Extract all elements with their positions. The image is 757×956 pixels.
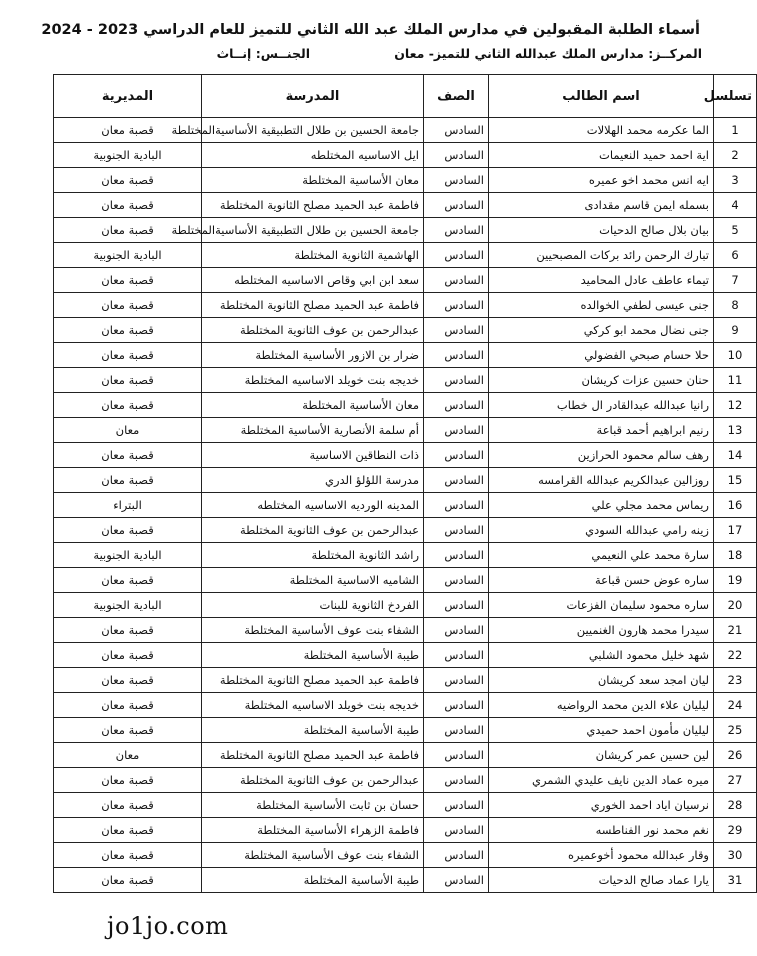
grade-cell: السادس <box>424 193 489 218</box>
table-row <box>54 443 757 468</box>
table-row <box>54 868 757 893</box>
student-name-cell: نرسيان اياد احمد الخوري <box>489 793 714 818</box>
table-row <box>54 643 757 668</box>
school-cell: خديجه بنت خويلد الاساسيه المختلطة <box>202 368 424 393</box>
directorate-cell: قصبة معان <box>54 843 202 868</box>
table-row <box>54 243 757 268</box>
student-name-cell: سيدرا محمد هارون الغنميين <box>489 618 714 643</box>
grade-cell: السادس <box>424 568 489 593</box>
center-line: المركــز: مدارس الملك عبدالله الثاني للتميز- معان <box>394 46 702 61</box>
student-name-cell: ايه انس محمد اخو عميره <box>489 168 714 193</box>
student-name-cell: حنان حسين عزات كريشان <box>489 368 714 393</box>
student-name-cell: ساره عوض حسن قباعة <box>489 568 714 593</box>
grade-cell: السادس <box>424 168 489 193</box>
serial-cell: 2 <box>714 143 757 168</box>
serial-cell: 12 <box>714 393 757 418</box>
table-row <box>54 843 757 868</box>
school-cell: فاطمة الزهراء الأساسية المختلطة <box>202 818 424 843</box>
serial-cell: 23 <box>714 668 757 693</box>
students-table <box>53 74 757 893</box>
grade-cell: السادس <box>424 368 489 393</box>
directorate-cell: قصبة معان <box>54 268 202 293</box>
student-name-cell: جنى عيسى لطفي الخوالده <box>489 293 714 318</box>
grade-cell: السادس <box>424 418 489 443</box>
school-cell: راشد الثانوية المختلطة <box>202 543 424 568</box>
header-grade: الصف <box>424 75 489 118</box>
serial-cell: 22 <box>714 643 757 668</box>
student-name-cell: بيان بلال صالح الدحيات <box>489 218 714 243</box>
serial-cell: 26 <box>714 743 757 768</box>
directorate-cell: قصبة معان <box>54 518 202 543</box>
grade-cell: السادس <box>424 868 489 893</box>
grade-cell: السادس <box>424 793 489 818</box>
table-row <box>54 168 757 193</box>
directorate-cell: البادية الجنوبية <box>54 243 202 268</box>
gender-line: الجنــس: إنــاث <box>216 46 310 61</box>
student-name-cell: ليليان مأمون احمد حميدي <box>489 718 714 743</box>
table-row <box>54 118 757 143</box>
student-name-cell: اية احمد حميد النعيمات <box>489 143 714 168</box>
student-name-cell: ليان امجد سعد كريشان <box>489 668 714 693</box>
student-name-cell: رنيم ابراهيم أحمد قباعة <box>489 418 714 443</box>
directorate-cell: قصبة معان <box>54 643 202 668</box>
table-row <box>54 293 757 318</box>
serial-cell: 3 <box>714 168 757 193</box>
grade-cell: السادس <box>424 693 489 718</box>
serial-cell: 30 <box>714 843 757 868</box>
school-cell: ذات النطاقين الاساسية <box>202 443 424 468</box>
grade-cell: السادس <box>424 543 489 568</box>
table-row <box>54 143 757 168</box>
grade-cell: السادس <box>424 818 489 843</box>
grade-cell: السادس <box>424 293 489 318</box>
serial-cell: 31 <box>714 868 757 893</box>
serial-cell: 4 <box>714 193 757 218</box>
student-name-cell: ميره عماد الدين نايف عليدي الشمري <box>489 768 714 793</box>
serial-cell: 9 <box>714 318 757 343</box>
table-row <box>54 193 757 218</box>
school-cell: طيبة الأساسية المختلطة <box>202 643 424 668</box>
directorate-cell: قصبة معان <box>54 168 202 193</box>
student-name-cell: رانيا عبدالله عبدالقادر ال خطاب <box>489 393 714 418</box>
watermark-text: jo1jo.com <box>107 912 229 940</box>
serial-cell: 13 <box>714 418 757 443</box>
table-row <box>54 218 757 243</box>
directorate-cell: قصبة معان <box>54 218 202 243</box>
school-cell: ضرار بن الازور الأساسية المختلطة <box>202 343 424 368</box>
serial-cell: 25 <box>714 718 757 743</box>
directorate-cell: البادية الجنوبية <box>54 593 202 618</box>
grade-cell: السادس <box>424 268 489 293</box>
student-name-cell: تيماء عاطف عادل المحاميد <box>489 268 714 293</box>
school-cell: سعد ابن ابي وقاص الاساسيه المختلطه <box>202 268 424 293</box>
student-name-cell: ساره محمود سليمان الفزعات <box>489 593 714 618</box>
school-cell: مدرسة اللؤلؤ الدري <box>202 468 424 493</box>
serial-cell: 8 <box>714 293 757 318</box>
grade-cell: السادس <box>424 218 489 243</box>
document-title: أسماء الطلبة المقبولين في مدارس الملك عبد الله الثاني للتميز للعام الدراسي 2023 - 2024 <box>41 22 700 38</box>
school-cell: عبدالرحمن بن عوف الثانوية المختلطة <box>202 518 424 543</box>
serial-cell: 10 <box>714 343 757 368</box>
directorate-cell: قصبة معان <box>54 868 202 893</box>
header-serial: تسلسل <box>714 75 757 118</box>
serial-cell: 20 <box>714 593 757 618</box>
serial-cell: 14 <box>714 443 757 468</box>
table-row <box>54 593 757 618</box>
school-cell: أم سلمة الأنصارية الأساسية المختلطة <box>202 418 424 443</box>
student-name-cell: جنى نضال محمد ابو كركي <box>489 318 714 343</box>
student-name-cell: زينه رامي عبدالله السودي <box>489 518 714 543</box>
grade-cell: السادس <box>424 443 489 468</box>
school-cell: عبدالرحمن بن عوف الثانوية المختلطة <box>202 318 424 343</box>
serial-cell: 18 <box>714 543 757 568</box>
student-name-cell: وقار عبدالله محمود أخوعميره <box>489 843 714 868</box>
serial-cell: 17 <box>714 518 757 543</box>
school-cell: طيبة الأساسية المختلطة <box>202 868 424 893</box>
directorate-cell: قصبة معان <box>54 193 202 218</box>
serial-cell: 1 <box>714 118 757 143</box>
school-cell: المدينه الورديه الاساسيه المختلطه <box>202 493 424 518</box>
table-row <box>54 268 757 293</box>
school-cell: جامعة الحسين بن طلال التطبيقية الأساسيةالمختلطة <box>202 218 424 243</box>
table-row <box>54 618 757 643</box>
grade-cell: السادس <box>424 843 489 868</box>
student-name-cell: سارة محمد علي النعيمي <box>489 543 714 568</box>
grade-cell: السادس <box>424 118 489 143</box>
directorate-cell: قصبة معان <box>54 318 202 343</box>
table-row <box>54 368 757 393</box>
grade-cell: السادس <box>424 468 489 493</box>
student-name-cell: نغم محمد نور الفناطسه <box>489 818 714 843</box>
directorate-cell: معان <box>54 743 202 768</box>
serial-cell: 21 <box>714 618 757 643</box>
directorate-cell: معان <box>54 418 202 443</box>
header-directorate: المديرية <box>54 75 202 118</box>
serial-cell: 15 <box>714 468 757 493</box>
table-row <box>54 743 757 768</box>
table-row <box>54 543 757 568</box>
table-row <box>54 693 757 718</box>
table-row <box>54 518 757 543</box>
student-name-cell: بسمله ايمن قاسم مقدادى <box>489 193 714 218</box>
grade-cell: السادس <box>424 743 489 768</box>
directorate-cell: قصبة معان <box>54 468 202 493</box>
directorate-cell: قصبة معان <box>54 618 202 643</box>
school-cell: فاطمة عبد الحميد مصلح الثانوية المختلطة <box>202 293 424 318</box>
grade-cell: السادس <box>424 668 489 693</box>
school-cell: حسان بن ثابت الأساسية المختلطة <box>202 793 424 818</box>
directorate-cell: قصبة معان <box>54 443 202 468</box>
directorate-cell: البادية الجنوبية <box>54 543 202 568</box>
grade-cell: السادس <box>424 643 489 668</box>
school-cell: الفردخ الثانوية للبنات <box>202 593 424 618</box>
school-cell: جامعة الحسين بن طلال التطبيقية الأساسيةالمختلطة <box>202 118 424 143</box>
school-cell: ايل الاساسيه المختلطه <box>202 143 424 168</box>
table-row <box>54 793 757 818</box>
serial-cell: 24 <box>714 693 757 718</box>
directorate-cell: قصبة معان <box>54 718 202 743</box>
serial-cell: 5 <box>714 218 757 243</box>
school-cell: معان الأساسية المختلطة <box>202 168 424 193</box>
directorate-cell: قصبة معان <box>54 818 202 843</box>
grade-cell: السادس <box>424 593 489 618</box>
table-row <box>54 818 757 843</box>
header-school: المدرسة <box>202 75 424 118</box>
directorate-cell: قصبة معان <box>54 568 202 593</box>
school-cell: عبدالرحمن بن عوف الثانوية المختلطة <box>202 768 424 793</box>
directorate-cell: قصبة معان <box>54 368 202 393</box>
student-name-cell: روزالين عبدالكريم عبدالله القرامسه <box>489 468 714 493</box>
serial-cell: 28 <box>714 793 757 818</box>
header-name: اسم الطالب <box>489 75 714 118</box>
student-name-cell: رهف سالم محمود الحرازين <box>489 443 714 468</box>
school-cell: فاطمة عبد الحميد مصلح الثانوية المختلطة <box>202 743 424 768</box>
table-row <box>54 768 757 793</box>
grade-cell: السادس <box>424 493 489 518</box>
serial-cell: 6 <box>714 243 757 268</box>
directorate-cell: قصبة معان <box>54 768 202 793</box>
table-row <box>54 393 757 418</box>
school-cell: الهاشمية الثانوية المختلطة <box>202 243 424 268</box>
grade-cell: السادس <box>424 243 489 268</box>
directorate-cell: قصبة معان <box>54 693 202 718</box>
serial-cell: 29 <box>714 818 757 843</box>
directorate-cell: قصبة معان <box>54 343 202 368</box>
serial-cell: 7 <box>714 268 757 293</box>
school-cell: معان الأساسية المختلطة <box>202 393 424 418</box>
school-cell: الشاميه الاساسية المختلطة <box>202 568 424 593</box>
table-row <box>54 418 757 443</box>
table-row <box>54 468 757 493</box>
student-name-cell: لين حسين عمر كريشان <box>489 743 714 768</box>
school-cell: الشفاء بنت عوف الأساسية المختلطة <box>202 843 424 868</box>
table-row <box>54 318 757 343</box>
grade-cell: السادس <box>424 143 489 168</box>
directorate-cell: قصبة معان <box>54 668 202 693</box>
directorate-cell: البادية الجنوبية <box>54 143 202 168</box>
serial-cell: 19 <box>714 568 757 593</box>
table-row <box>54 668 757 693</box>
student-name-cell: ليليان علاء الدين محمد الرواضيه <box>489 693 714 718</box>
directorate-cell: قصبة معان <box>54 293 202 318</box>
student-name-cell: شهد خليل محمود الشلبي <box>489 643 714 668</box>
student-name-cell: ريماس محمد مجلي علي <box>489 493 714 518</box>
school-cell: الشفاء بنت عوف الأساسية المختلطة <box>202 618 424 643</box>
serial-cell: 27 <box>714 768 757 793</box>
grade-cell: السادس <box>424 768 489 793</box>
student-name-cell: يارا عماد صالح الدحيات <box>489 868 714 893</box>
table-row <box>54 718 757 743</box>
student-name-cell: حلا حسام صبحي الفضولي <box>489 343 714 368</box>
directorate-cell: قصبة معان <box>54 793 202 818</box>
school-cell: فاطمة عبد الحميد مصلح الثانوية المختلطة <box>202 668 424 693</box>
student-name-cell: الما عكرمه محمد الهلالات <box>489 118 714 143</box>
serial-cell: 11 <box>714 368 757 393</box>
directorate-cell: قصبة معان <box>54 118 202 143</box>
table-header-row <box>54 75 757 118</box>
table-row <box>54 343 757 368</box>
grade-cell: السادس <box>424 618 489 643</box>
school-cell: طيبة الأساسية المختلطة <box>202 718 424 743</box>
table-row <box>54 493 757 518</box>
directorate-cell: قصبة معان <box>54 393 202 418</box>
grade-cell: السادس <box>424 518 489 543</box>
grade-cell: السادس <box>424 393 489 418</box>
school-cell: خديجه بنت خويلد الاساسيه المختلطة <box>202 693 424 718</box>
grade-cell: السادس <box>424 343 489 368</box>
school-cell: فاطمة عبد الحميد مصلح الثانوية المختلطة <box>202 193 424 218</box>
student-name-cell: تبارك الرحمن رائد بركات المصبحيين <box>489 243 714 268</box>
grade-cell: السادس <box>424 318 489 343</box>
table-row <box>54 568 757 593</box>
grade-cell: السادس <box>424 718 489 743</box>
serial-cell: 16 <box>714 493 757 518</box>
directorate-cell: البتراء <box>54 493 202 518</box>
